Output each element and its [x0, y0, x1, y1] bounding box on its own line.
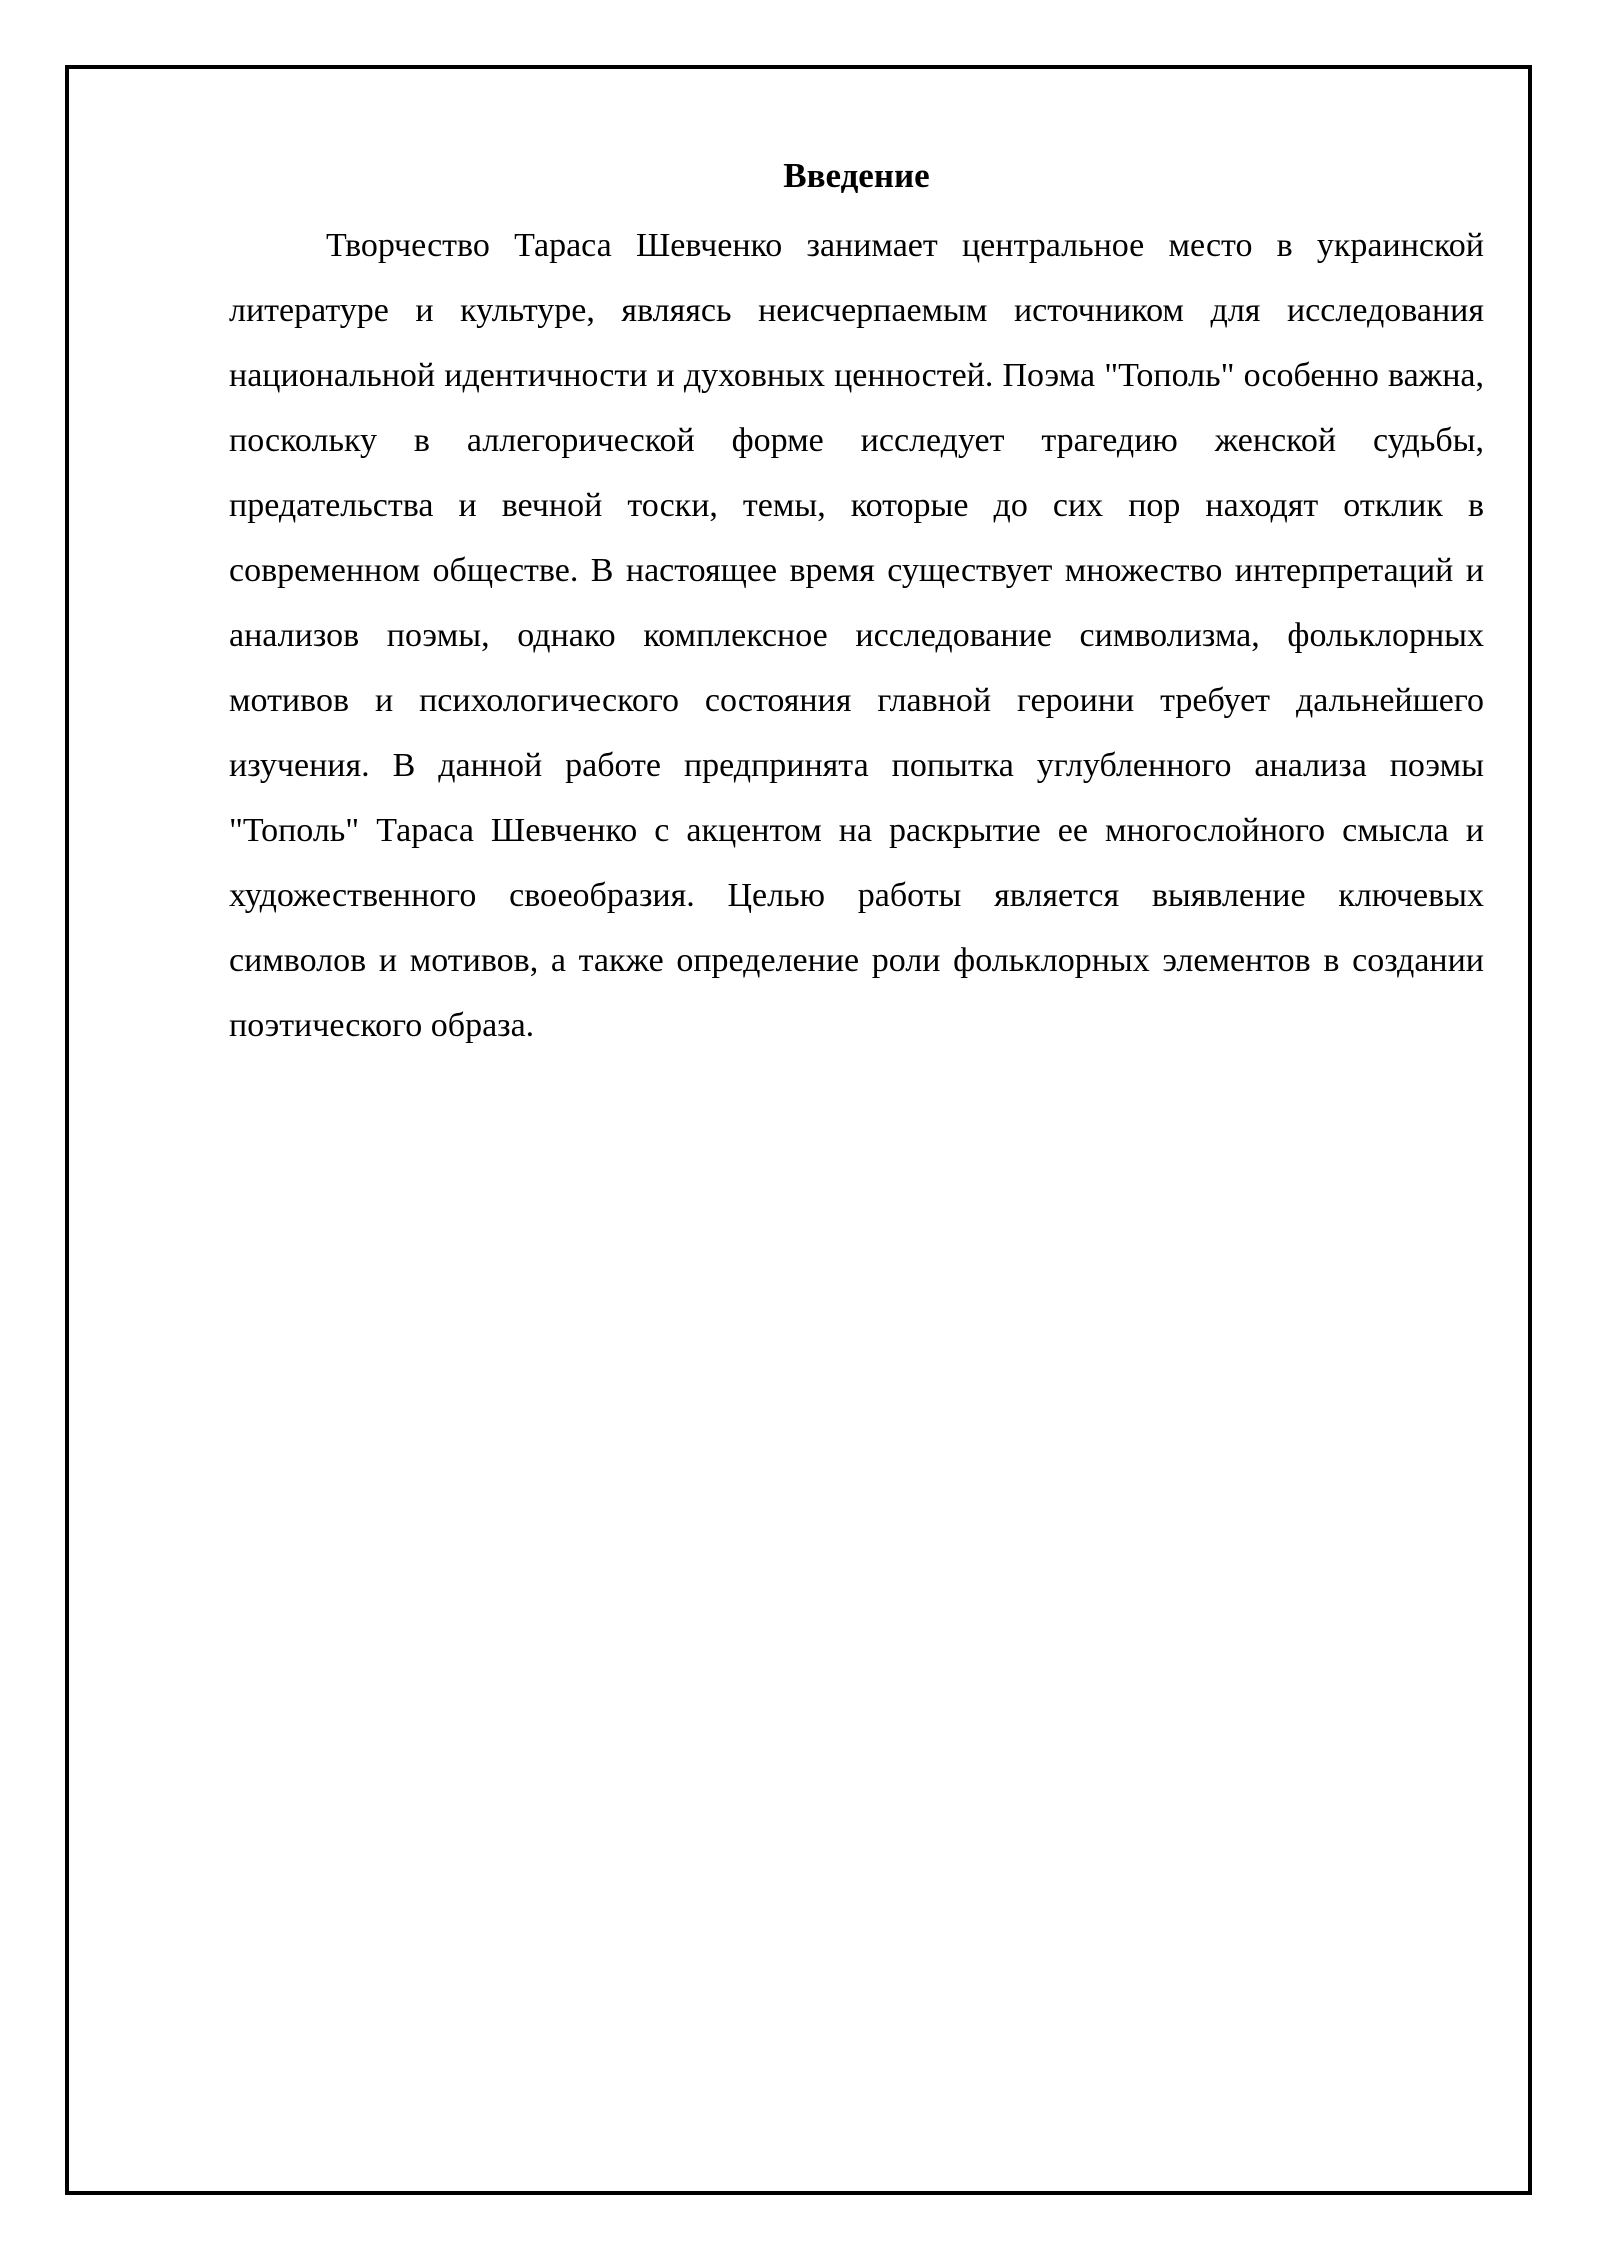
document-content	[229, 150, 1484, 1058]
introduction-paragraph: Творчество Тараса Шевченко занимает центральное место в украинской литературе и культуре, являясь неисчерпаемым источником для исследования национальной идентичности и духовных ценностей. Поэма "Тополь" особенно важна, поскольку в аллегорической форме исследует трагедию женской судьбы, предательства и вечной тоски, темы, которые до сих пор находят отклик в современном обществе. В настоящее время существует множество интерпретаций и анализов поэмы, однако комплексное исследование символизма, фольклорных мотивов и психологического состояния главной героини требует дальнейшего изучения. В данной работе предпринята попытка углубленного анализа поэмы "Тополь" Тараса Шевченко с акцентом на раскрытие ее многослойного смысла и художественного своеобразия. Целью работы является выявление ключевых символов и мотивов, а также определение роли фольклорных элементов в создании поэтического образа.	[229, 227, 1484, 1044]
section-heading: Введение	[783, 156, 930, 195]
